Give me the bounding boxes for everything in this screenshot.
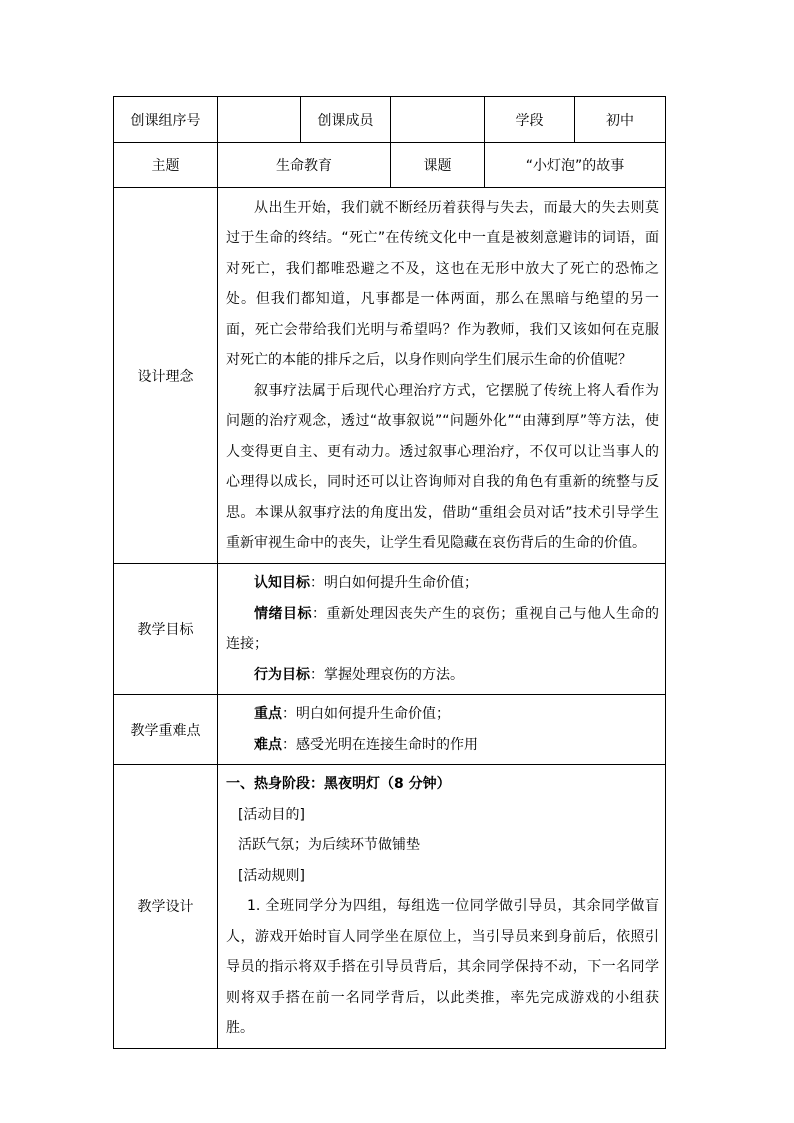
theme-value: 生命教育: [218, 143, 391, 188]
concept-content: [218, 188, 666, 564]
activity-rule-label: [活动规则]: [238, 867, 305, 884]
key-point: [226, 699, 659, 730]
hard-point: [226, 730, 659, 761]
cognitive-goal: [226, 568, 659, 599]
row-theme: [114, 143, 666, 188]
goals-label: 教学目标: [114, 564, 218, 695]
difficulty-content: [218, 695, 666, 765]
behavior-goal-key: 行为目标: [254, 666, 310, 683]
row-group-info: [114, 97, 666, 143]
behavior-goal: [226, 660, 659, 691]
design-content: [218, 765, 666, 1049]
goals-content: [218, 564, 666, 695]
cognitive-goal-key: 认知目标: [254, 575, 310, 591]
difficulty-label: 教学重难点: [114, 695, 218, 765]
activity-rule-1: 1. 全班同学分为四组，每组选一位同学做引导员，其余同学做盲人，游戏开始时盲人同学坐在原位上，当引导员来到身前后，依照引导员的指示将双手搭在引导员背后，其余同学保持不动，下一名同学则将双手搭在前一名同学背后，以此类推，率先完成游戏的小组获胜。: [226, 898, 659, 1036]
concept-paragraph-1: 从出生开始，我们就不断经历着获得与失去，而最大的失去则莫过于生命的终结。“死亡”在传统文化中一直是被刻意避讳的词语，面对死亡，我们都唯恐避之不及，这也在无形中放大了死亡的恐怖之处。但我们都知道，凡事都是一体两面，那么在黑暗与绝望的另一面，死亡会带给我们光明与希望吗？作为教师，我们又该如何在克服对死亡的本能的排斥之后，以身作则向学生们展示生命的价值呢？: [226, 199, 659, 368]
activity-purpose-label: [活动目的]: [238, 806, 305, 823]
row-design-concept: [114, 188, 666, 564]
behavior-goal-text: ：掌握处理哀伤的方法。: [310, 666, 464, 683]
concept-label: 设计理念: [114, 188, 218, 564]
hard-point-key: 难点: [254, 736, 282, 753]
emotion-goal-key: 情绪目标: [254, 605, 312, 622]
concept-paragraph-2: 叙事疗法属于后现代心理治疗方式，它摆脱了传统上将人看作为问题的治疗观念，透过“故事叙说”“问题外化”“由薄到厚”等方法，使人变得更自主、更有动力。透过叙事心理治疗，不仅可以让当事人的心理得以成长，同时还可以让咨询师对自我的角色有重新的统整与反思。本课从叙事疗法的角度出发，借助“重组会员对话”技术引导学生重新审视生命中的丧失，让学生看见隐藏在哀伤背后的生命的价值。: [226, 382, 659, 551]
cognitive-goal-text: ：明白如何提升生命价值；: [310, 575, 478, 591]
design-label: 教学设计: [114, 765, 218, 1049]
lesson-plan-table: [113, 96, 666, 1049]
topic-label: 课题: [391, 143, 485, 188]
theme-label: 主题: [114, 143, 218, 188]
members-value: [391, 97, 485, 143]
stage-label: 学段: [485, 97, 575, 143]
key-point-key: 重点: [254, 706, 282, 722]
design-heading: 一、热身阶段：黑夜明灯（8 分钟）: [226, 776, 451, 792]
row-key-difficulty: [114, 695, 666, 765]
topic-value: “小灯泡”的故事: [485, 143, 666, 188]
emotion-goal: [226, 599, 659, 660]
stage-value: 初中: [575, 97, 666, 143]
emotion-goal-text: ：重新处理因丧失产生的哀伤；重视自己与他人生命的连接；: [226, 605, 660, 652]
row-teaching-design: [114, 765, 666, 1049]
row-teaching-goals: [114, 564, 666, 695]
members-label: 创课成员: [301, 97, 391, 143]
activity-purpose-text: 活跃气氛；为后续环节做铺垫: [238, 837, 420, 853]
key-point-text: ：明白如何提升生命价值；: [282, 706, 450, 722]
group-number-value: [218, 97, 301, 143]
group-number-label: 创课组序号: [114, 97, 218, 143]
hard-point-text: ：感受光明在连接生命时的作用: [282, 736, 478, 753]
